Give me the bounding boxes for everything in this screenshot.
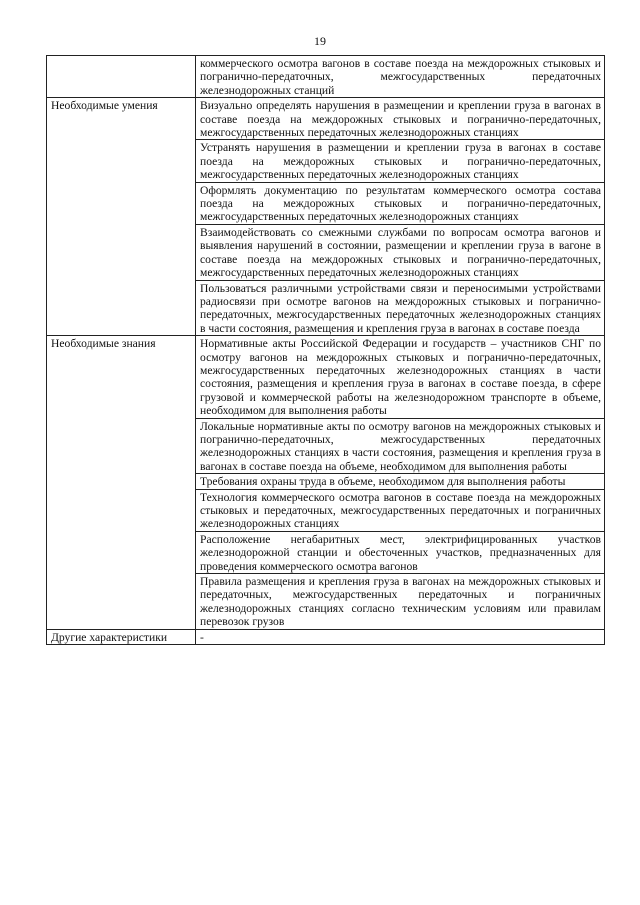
skill-item: Устранять нарушения в размещении и креплении груза в вагонах в составе поезда на междорожных стыковых и погранично-передаточных, межгосударственных передаточных железнодорожных станциях (196, 140, 605, 182)
skill-item: Пользоваться различными устройствами связи и переносимыми устройствами радиосвязи при осмотре вагонов на междорожных стыковых и погранично-передаточных, межгосударственных передаточных железнодорожных станциях в части состояния, размещения и крепления груза в вагонах в составе поезда (196, 280, 605, 336)
knowledge-item: Правила размещения и крепления груза в вагонах на междорожных стыковых и передаточных, межгосударственных передаточных и пограничных железнодорожных станциях согласно техническим условиям или правилам перевозок грузов (196, 574, 605, 630)
skill-item: Взаимодействовать со смежными службами по вопросам осмотра вагонов и выявления нарушений в состоянии, размещении и креплении груза в вагоне в составе поезда на междорожных стыковых и погранично-передаточных, межгосударственных передаточных железнодорожных станциях (196, 224, 605, 280)
knowledge-item: Нормативные акты Российской Федерации и государств – участников СНГ по осмотру вагонов на междорожных стыковых и погранично-передаточных, межгосударственных передаточных железнодорожных станциях в части состояния, размещения и крепления груза в вагонах в составе поезда, в сфере грузовой и коммерческой работы на железнодорожном транспорте в объеме, необходимом для выполнения работы (196, 336, 605, 418)
knowledge-item: Расположение негабаритных мест, электрифицированных участков железнодорожной станции и обесточенных участков, предназначенных для проведения коммерческого осмотра вагонов (196, 531, 605, 573)
table-row (47, 98, 605, 140)
skills-knowledge-table (46, 55, 605, 645)
empty-label-cell (47, 56, 196, 98)
skill-item: Оформлять документацию по результатам коммерческого осмотра состава поезда на междорожных стыковых и погранично-передаточных, межгосударственных передаточных железнодорожных станциях (196, 182, 605, 224)
table-row (47, 336, 605, 418)
table-row (47, 56, 605, 98)
table-row (47, 629, 605, 644)
page-number: 19 (314, 34, 326, 48)
other-value: - (196, 629, 605, 644)
knowledge-item: Локальные нормативные акты по осмотру вагонов на междорожных стыковых и погранично-передаточных, межгосударственных передаточных железнодорожных станциях в части состояния, размещения и крепления груза в вагонах в составе поезда на объеме, необходимом для выполнения работы (196, 418, 605, 474)
knowledge-item: Технология коммерческого осмотра вагонов в составе поезда на междорожных стыковых и передаточных, межгосударственных передаточных и пограничных железнодорожных станциях (196, 489, 605, 531)
section-label-skills: Необходимые умения (47, 98, 196, 336)
section-label-other: Другие характеристики (47, 629, 196, 644)
continuation-cell: коммерческого осмотра вагонов в составе поезда на междорожных стыковых и погранично-передаточных, межгосударственных передаточных железнодорожных станций (196, 56, 605, 98)
section-label-knowledge: Необходимые знания (47, 336, 196, 630)
skill-item: Визуально определять нарушения в размещении и креплении груза в вагонах в составе поезда на междорожных стыковых и погранично-передаточных, межгосударственных передаточных железнодорожных станциях (196, 98, 605, 140)
knowledge-item: Требования охраны труда в объеме, необходимом для выполнения работы (196, 474, 605, 489)
